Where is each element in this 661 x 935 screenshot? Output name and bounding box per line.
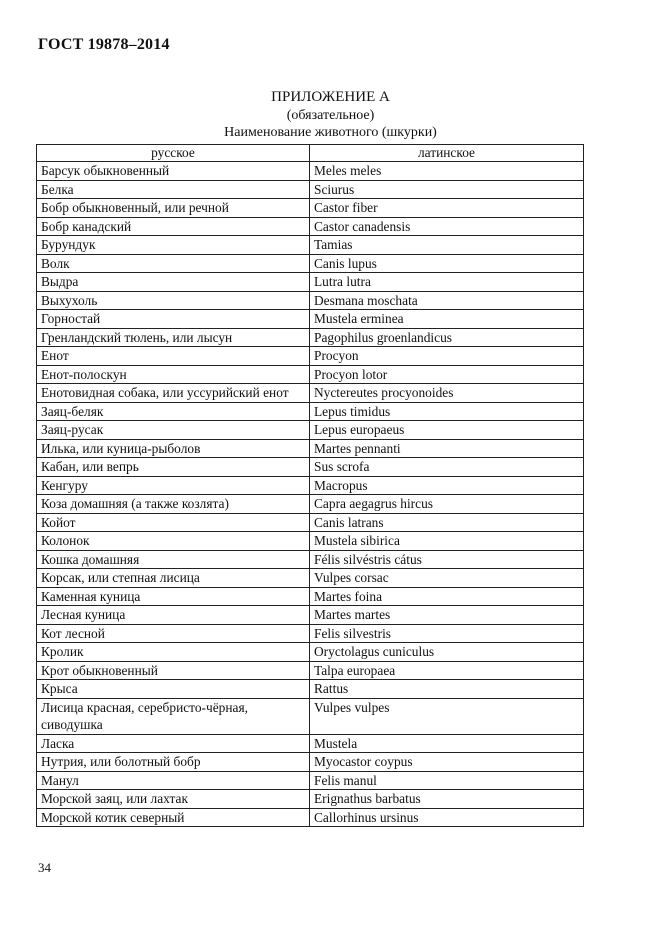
table-row: [37, 661, 584, 680]
latin-name-cell: Oryctolagus cuniculus: [310, 643, 584, 662]
table-header-row: [37, 145, 584, 162]
russian-name-cell: Волк: [37, 254, 310, 273]
latin-name-cell: Callorhinus ursinus: [310, 808, 584, 827]
russian-name-cell: Заяц-беляк: [37, 402, 310, 421]
column-header-latin: латинское: [310, 145, 584, 162]
russian-name-cell: Выхухоль: [37, 291, 310, 310]
latin-name-cell: Martes martes: [310, 606, 584, 625]
latin-name-cell: Myocastor coypus: [310, 753, 584, 772]
latin-name-cell: Lutra lutra: [310, 273, 584, 292]
table-row: [37, 328, 584, 347]
russian-name-cell: Морской котик северный: [37, 808, 310, 827]
russian-name-cell: Илька, или куница-рыболов: [37, 439, 310, 458]
table-row: [37, 606, 584, 625]
russian-name-cell: Кенгуру: [37, 476, 310, 495]
table-row: [37, 734, 584, 753]
latin-name-cell: Martes pennanti: [310, 439, 584, 458]
russian-name-cell: Енот-полоскун: [37, 365, 310, 384]
russian-name-cell: Выдра: [37, 273, 310, 292]
table-row: [37, 254, 584, 273]
russian-name-cell: Нутрия, или болотный бобр: [37, 753, 310, 772]
latin-name-cell: Vulpes corsac: [310, 569, 584, 588]
russian-name-cell: Кролик: [37, 643, 310, 662]
latin-name-cell: Nyctereutes procyonoides: [310, 384, 584, 403]
table-row: [37, 569, 584, 588]
latin-name-cell: Canis lupus: [310, 254, 584, 273]
latin-name-cell: Mustela: [310, 734, 584, 753]
latin-name-cell: Castor canadensis: [310, 217, 584, 236]
latin-name-cell: Procyon lotor: [310, 365, 584, 384]
table-row: [37, 643, 584, 662]
russian-name-cell: Енот: [37, 347, 310, 366]
latin-name-cell: Sciurus: [310, 180, 584, 199]
table-row: [37, 790, 584, 809]
russian-name-cell: Бобр канадский: [37, 217, 310, 236]
russian-name-cell: Каменная куница: [37, 587, 310, 606]
russian-name-cell: Крыса: [37, 680, 310, 699]
table-row: [37, 476, 584, 495]
appendix-status: (обязательное): [286, 108, 375, 123]
russian-name-cell: Лисица красная, серебристо-чёрная, сиводушка: [37, 698, 310, 734]
table-row: [37, 495, 584, 514]
russian-name-cell: Лесная куница: [37, 606, 310, 625]
latin-name-cell: Pagophilus groenlandicus: [310, 328, 584, 347]
appendix-title: ПРИЛОЖЕНИЕ А: [271, 89, 390, 105]
table-row: [37, 439, 584, 458]
table-row: [37, 771, 584, 790]
table-row: [37, 402, 584, 421]
column-header-russian: русское: [37, 145, 310, 162]
russian-name-cell: Корсак, или степная лисица: [37, 569, 310, 588]
table-row: [37, 291, 584, 310]
russian-name-cell: Крот обыкновенный: [37, 661, 310, 680]
russian-name-cell: Ласка: [37, 734, 310, 753]
latin-name-cell: Erignathus barbatus: [310, 790, 584, 809]
latin-name-cell: Felis manul: [310, 771, 584, 790]
russian-name-cell: Белка: [37, 180, 310, 199]
latin-name-cell: Félis silvéstris cátus: [310, 550, 584, 569]
russian-name-cell: Коза домашняя (а также козлята): [37, 495, 310, 514]
latin-name-cell: Rattus: [310, 680, 584, 699]
table-row: [37, 236, 584, 255]
table-row: [37, 199, 584, 218]
russian-name-cell: Заяц-русак: [37, 421, 310, 440]
table-row: [37, 273, 584, 292]
table-caption: Наименование животного (шкурки): [224, 125, 437, 140]
russian-name-cell: Горностай: [37, 310, 310, 329]
latin-name-cell: Canis latrans: [310, 513, 584, 532]
russian-name-cell: Енотовидная собака, или уссурийский енот: [37, 384, 310, 403]
latin-name-cell: Mustela erminea: [310, 310, 584, 329]
latin-name-cell: Felis silvestris: [310, 624, 584, 643]
latin-name-cell: Vulpes vulpes: [310, 698, 584, 734]
russian-name-cell: Манул: [37, 771, 310, 790]
russian-name-cell: Кабан, или вепрь: [37, 458, 310, 477]
table-row: [37, 217, 584, 236]
russian-name-cell: Гренландский тюлень, или лысун: [37, 328, 310, 347]
latin-name-cell: Sus scrofa: [310, 458, 584, 477]
latin-name-cell: Lepus timidus: [310, 402, 584, 421]
latin-name-cell: Mustela sibirica: [310, 532, 584, 551]
latin-name-cell: Tamias: [310, 236, 584, 255]
russian-name-cell: Барсук обыкновенный: [37, 162, 310, 181]
latin-name-cell: Meles meles: [310, 162, 584, 181]
table-row: [37, 587, 584, 606]
latin-name-cell: Martes foina: [310, 587, 584, 606]
latin-name-cell: Talpa europaea: [310, 661, 584, 680]
table-row: [37, 624, 584, 643]
latin-name-cell: Lepus europaeus: [310, 421, 584, 440]
table-row: [37, 421, 584, 440]
latin-name-cell: Procyon: [310, 347, 584, 366]
russian-name-cell: Бурундук: [37, 236, 310, 255]
table-row: [37, 680, 584, 699]
table-row: [37, 550, 584, 569]
table-body: [37, 162, 584, 827]
table-row: [37, 458, 584, 477]
russian-name-cell: Кот лесной: [37, 624, 310, 643]
latin-name-cell: Macropus: [310, 476, 584, 495]
page-number: 34: [38, 860, 51, 875]
table-row: [37, 753, 584, 772]
russian-name-cell: Койот: [37, 513, 310, 532]
russian-name-cell: Кошка домашняя: [37, 550, 310, 569]
russian-name-cell: Колонок: [37, 532, 310, 551]
russian-name-cell: Бобр обыкновенный, или речной: [37, 199, 310, 218]
latin-name-cell: Desmana moschata: [310, 291, 584, 310]
table-row: [37, 347, 584, 366]
table-row: [37, 162, 584, 181]
table-row: [37, 180, 584, 199]
table-row: [37, 365, 584, 384]
document-standard-code: ГОСТ 19878–2014: [38, 36, 170, 53]
table-row: [37, 532, 584, 551]
latin-name-cell: Castor fiber: [310, 199, 584, 218]
animal-names-table: [36, 144, 584, 827]
table-row: [37, 698, 584, 734]
table-row: [37, 513, 584, 532]
russian-name-cell: Морской заяц, или лахтак: [37, 790, 310, 809]
table-row: [37, 808, 584, 827]
latin-name-cell: Capra aegagrus hircus: [310, 495, 584, 514]
table-row: [37, 384, 584, 403]
table-row: [37, 310, 584, 329]
